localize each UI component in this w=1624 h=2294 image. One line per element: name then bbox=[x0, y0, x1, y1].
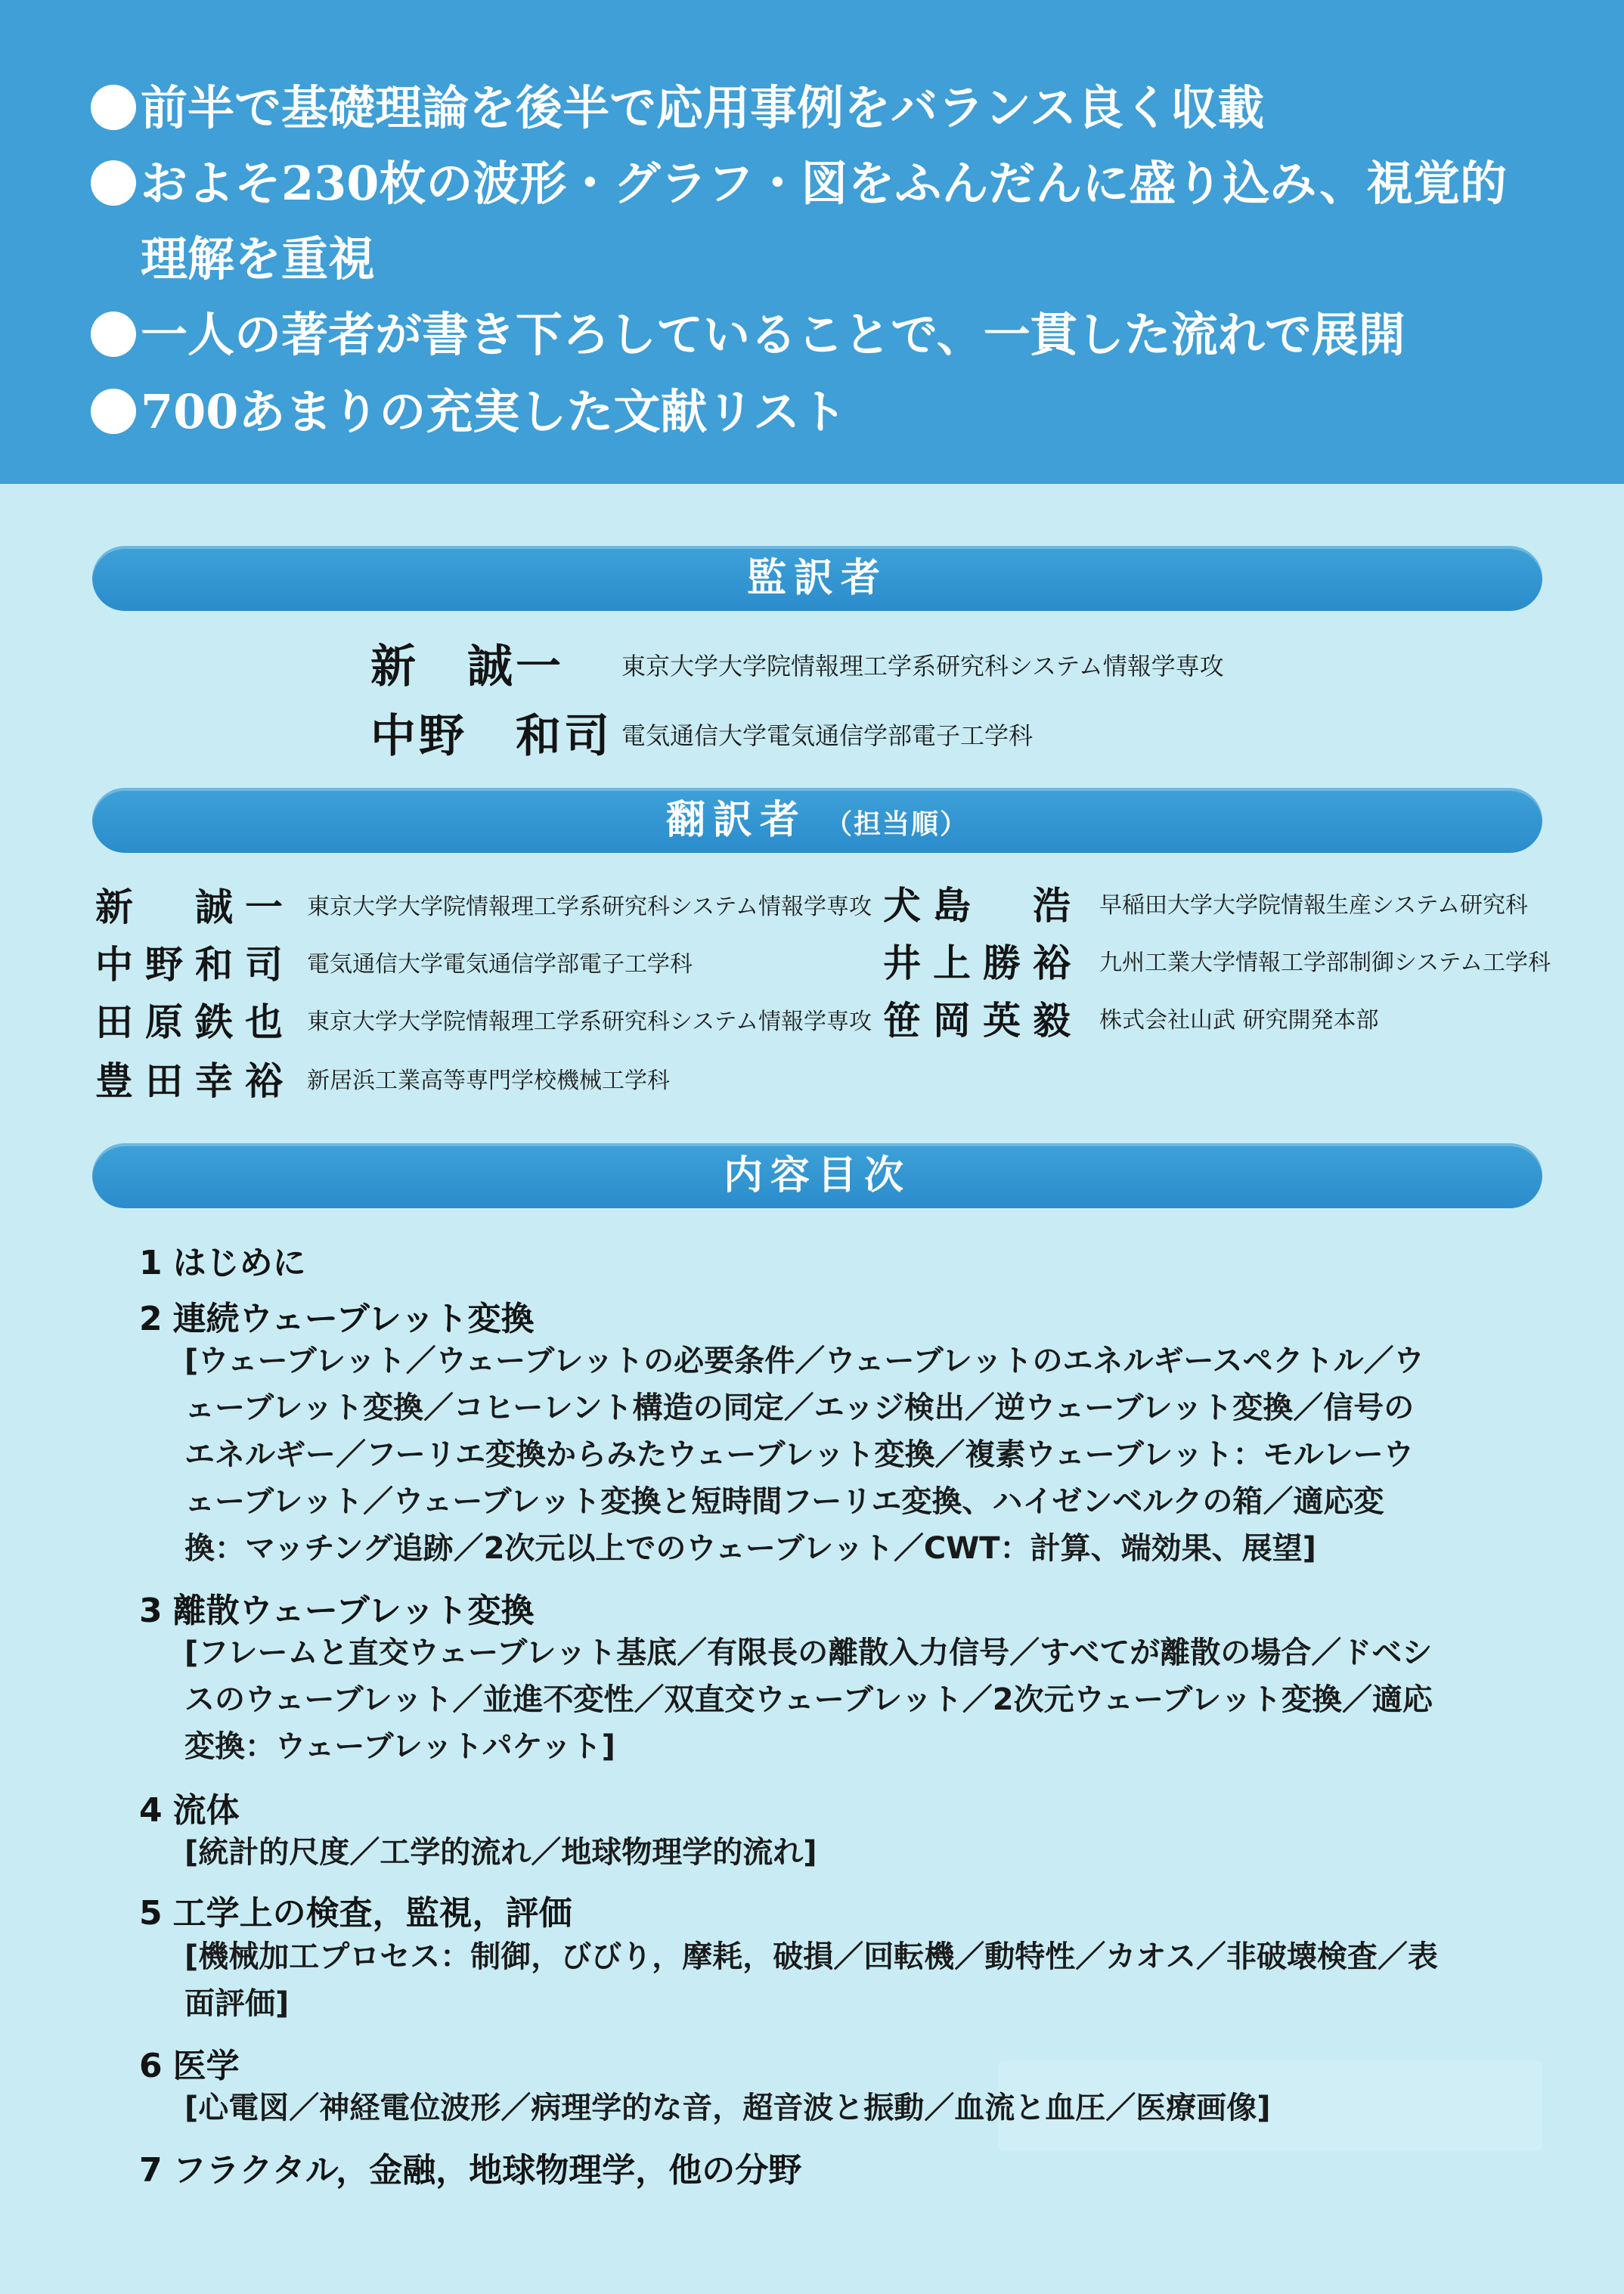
supervisor-affiliation: 東京大学大学院情報理工学系研究科システム情報学専攻 bbox=[621, 652, 1224, 680]
translator-affiliation: 株式会社山武 研究開発本部 bbox=[1099, 1007, 1379, 1034]
translator-name: 田原鉄也 bbox=[95, 1000, 295, 1044]
translator-affiliation: 電気通信大学電気通信学部電子工学科 bbox=[307, 951, 693, 978]
translator-name: 井上勝裕 bbox=[883, 941, 1083, 985]
supervisor-affiliation: 電気通信大学電気通信学部電子工学科 bbox=[621, 721, 1034, 750]
bullet-dot-icon bbox=[91, 389, 136, 434]
chapter-title: 流体 bbox=[172, 1791, 240, 1830]
chapter-detail-line: スのウェーブレット／並進不変性／双直交ウェーブレット／2次元ウェーブレット変換／適応 bbox=[184, 1682, 1433, 1717]
toc-chapter-heading bbox=[139, 1583, 534, 1632]
bullet-dot-icon bbox=[91, 85, 136, 130]
chapter-number: 6 bbox=[139, 2047, 163, 2085]
translators-header bbox=[92, 788, 1542, 853]
feature-text: 前半で基礎理論を後半で応用事例をバランス良く収載 bbox=[141, 80, 1265, 135]
chapter-detail-line: [機械加工プロセス：制御，びびり，摩耗，破損／回転機／動特性／カオス／非破壊検査／表 bbox=[184, 1939, 1438, 1974]
translator-affiliation: 早稲田大学大学院情報生産システム研究科 bbox=[1099, 892, 1528, 919]
chapter-detail-line: 面評価] bbox=[184, 1986, 290, 2021]
chapter-number: 1 bbox=[139, 1244, 163, 1282]
chapter-title: はじめに bbox=[172, 1244, 306, 1282]
toc-chapter-heading bbox=[139, 1783, 240, 1831]
feature-item bbox=[91, 80, 1265, 135]
toc-title: 内容目次 bbox=[723, 1153, 911, 1198]
chapter-detail-line: ェーブレット／ウェーブレット変換と短時間フーリエ変換、ハイゼンベルクの箱／適応変 bbox=[184, 1484, 1384, 1519]
chapter-title: 工学上の検査，監視，評価 bbox=[172, 1894, 572, 1933]
toc-chapter-heading bbox=[139, 1235, 306, 1284]
chapter-title: フラクタル，金融，地球物理学，他の分野 bbox=[172, 2151, 802, 2190]
chapter-number: 5 bbox=[139, 1894, 163, 1933]
bullet-dot-icon bbox=[91, 160, 136, 206]
translators-title: 翻訳者 bbox=[665, 798, 807, 843]
chapter-number: 4 bbox=[139, 1791, 163, 1830]
feature-text: およそ230枚の波形・グラフ・図をふんだんに盛り込み、視覚的 bbox=[141, 156, 1508, 211]
translator-affiliation: 東京大学大学院情報理工学系研究科システム情報学専攻 bbox=[307, 894, 872, 920]
toc-chapter-heading bbox=[139, 1291, 534, 1340]
toc-chapter-heading bbox=[139, 2143, 801, 2191]
chapter-number: 3 bbox=[139, 1592, 163, 1630]
chapter-detail-line: ェーブレット変換／コヒーレント構造の同定／エッジ検出／逆ウェーブレット変換／信号の bbox=[184, 1390, 1415, 1425]
chapter-detail-line: [統計的尺度／工学的流れ／地球物理学的流れ] bbox=[184, 1835, 817, 1870]
translator-name: 中野和司 bbox=[95, 943, 295, 987]
translator-affiliation: 新居浜工業高等専門学校機械工学科 bbox=[307, 1068, 670, 1094]
feature-text: 理解を重視 bbox=[141, 231, 376, 287]
chapter-detail-line: [ウェーブレット／ウェーブレットの必要条件／ウェーブレットのエネルギースペクトル／ウ bbox=[184, 1344, 1424, 1378]
translators-subtitle: （担当順） bbox=[825, 809, 969, 840]
feature-item bbox=[91, 384, 848, 439]
chapter-detail-line: [フレームと直交ウェーブレット基底／有限長の離散入力信号／すべてが離散の場合／ドベシ bbox=[184, 1635, 1433, 1670]
translator-name: 犬島 浩 bbox=[883, 884, 1083, 928]
supervisor-name: 中野 和司 bbox=[370, 710, 612, 763]
chapter-title: 離散ウェーブレット変換 bbox=[172, 1592, 535, 1630]
chapter-title: 医学 bbox=[172, 2047, 240, 2085]
features-band bbox=[0, 0, 1624, 484]
toc-chapter-heading bbox=[139, 1886, 572, 1934]
chapter-detail-line: 変換：ウェーブレットパケット] bbox=[184, 1729, 615, 1764]
feature-item bbox=[91, 307, 1406, 362]
supervisors-header bbox=[92, 546, 1542, 611]
chapter-detail-line: 換：マッチング追跡／2次元以上でのウェーブレット／CWT：計算、端効果、展望] bbox=[184, 1531, 1316, 1566]
toc-header bbox=[92, 1143, 1542, 1208]
supervisor-name: 新 誠一 bbox=[370, 640, 564, 693]
chapter-detail-line: エネルギー／フーリエ変換からみたウェーブレット変換／複素ウェーブレット：モルレーウ bbox=[184, 1437, 1414, 1472]
feature-item bbox=[91, 156, 1508, 211]
chapter-detail-line: [心電図／神経電位波形／病理学的な音，超音波と振動／血流と血圧／医療画像] bbox=[184, 2091, 1271, 2125]
feature-text: 700あまりの充実した文献リスト bbox=[141, 384, 848, 439]
chapter-title: 連続ウェーブレット変換 bbox=[172, 1300, 535, 1338]
chapter-number: 7 bbox=[139, 2151, 163, 2190]
chapter-number: 2 bbox=[139, 1300, 163, 1338]
toc-chapter-heading bbox=[139, 2038, 240, 2087]
supervisors-title: 監訳者 bbox=[746, 556, 888, 601]
translator-name: 笹岡英毅 bbox=[883, 999, 1083, 1043]
translator-name: 豊田幸裕 bbox=[95, 1059, 295, 1103]
translator-affiliation: 東京大学大学院情報理工学系研究科システム情報学専攻 bbox=[307, 1009, 872, 1035]
bullet-dot-icon bbox=[91, 312, 136, 357]
translator-name: 新 誠一 bbox=[95, 885, 295, 929]
translator-affiliation: 九州工業大学情報工学部制御システム工学科 bbox=[1099, 950, 1551, 976]
feature-text: 一人の著者が書き下ろしていることで、一貫した流れで展開 bbox=[141, 307, 1406, 362]
feature-item-continued bbox=[141, 231, 376, 287]
